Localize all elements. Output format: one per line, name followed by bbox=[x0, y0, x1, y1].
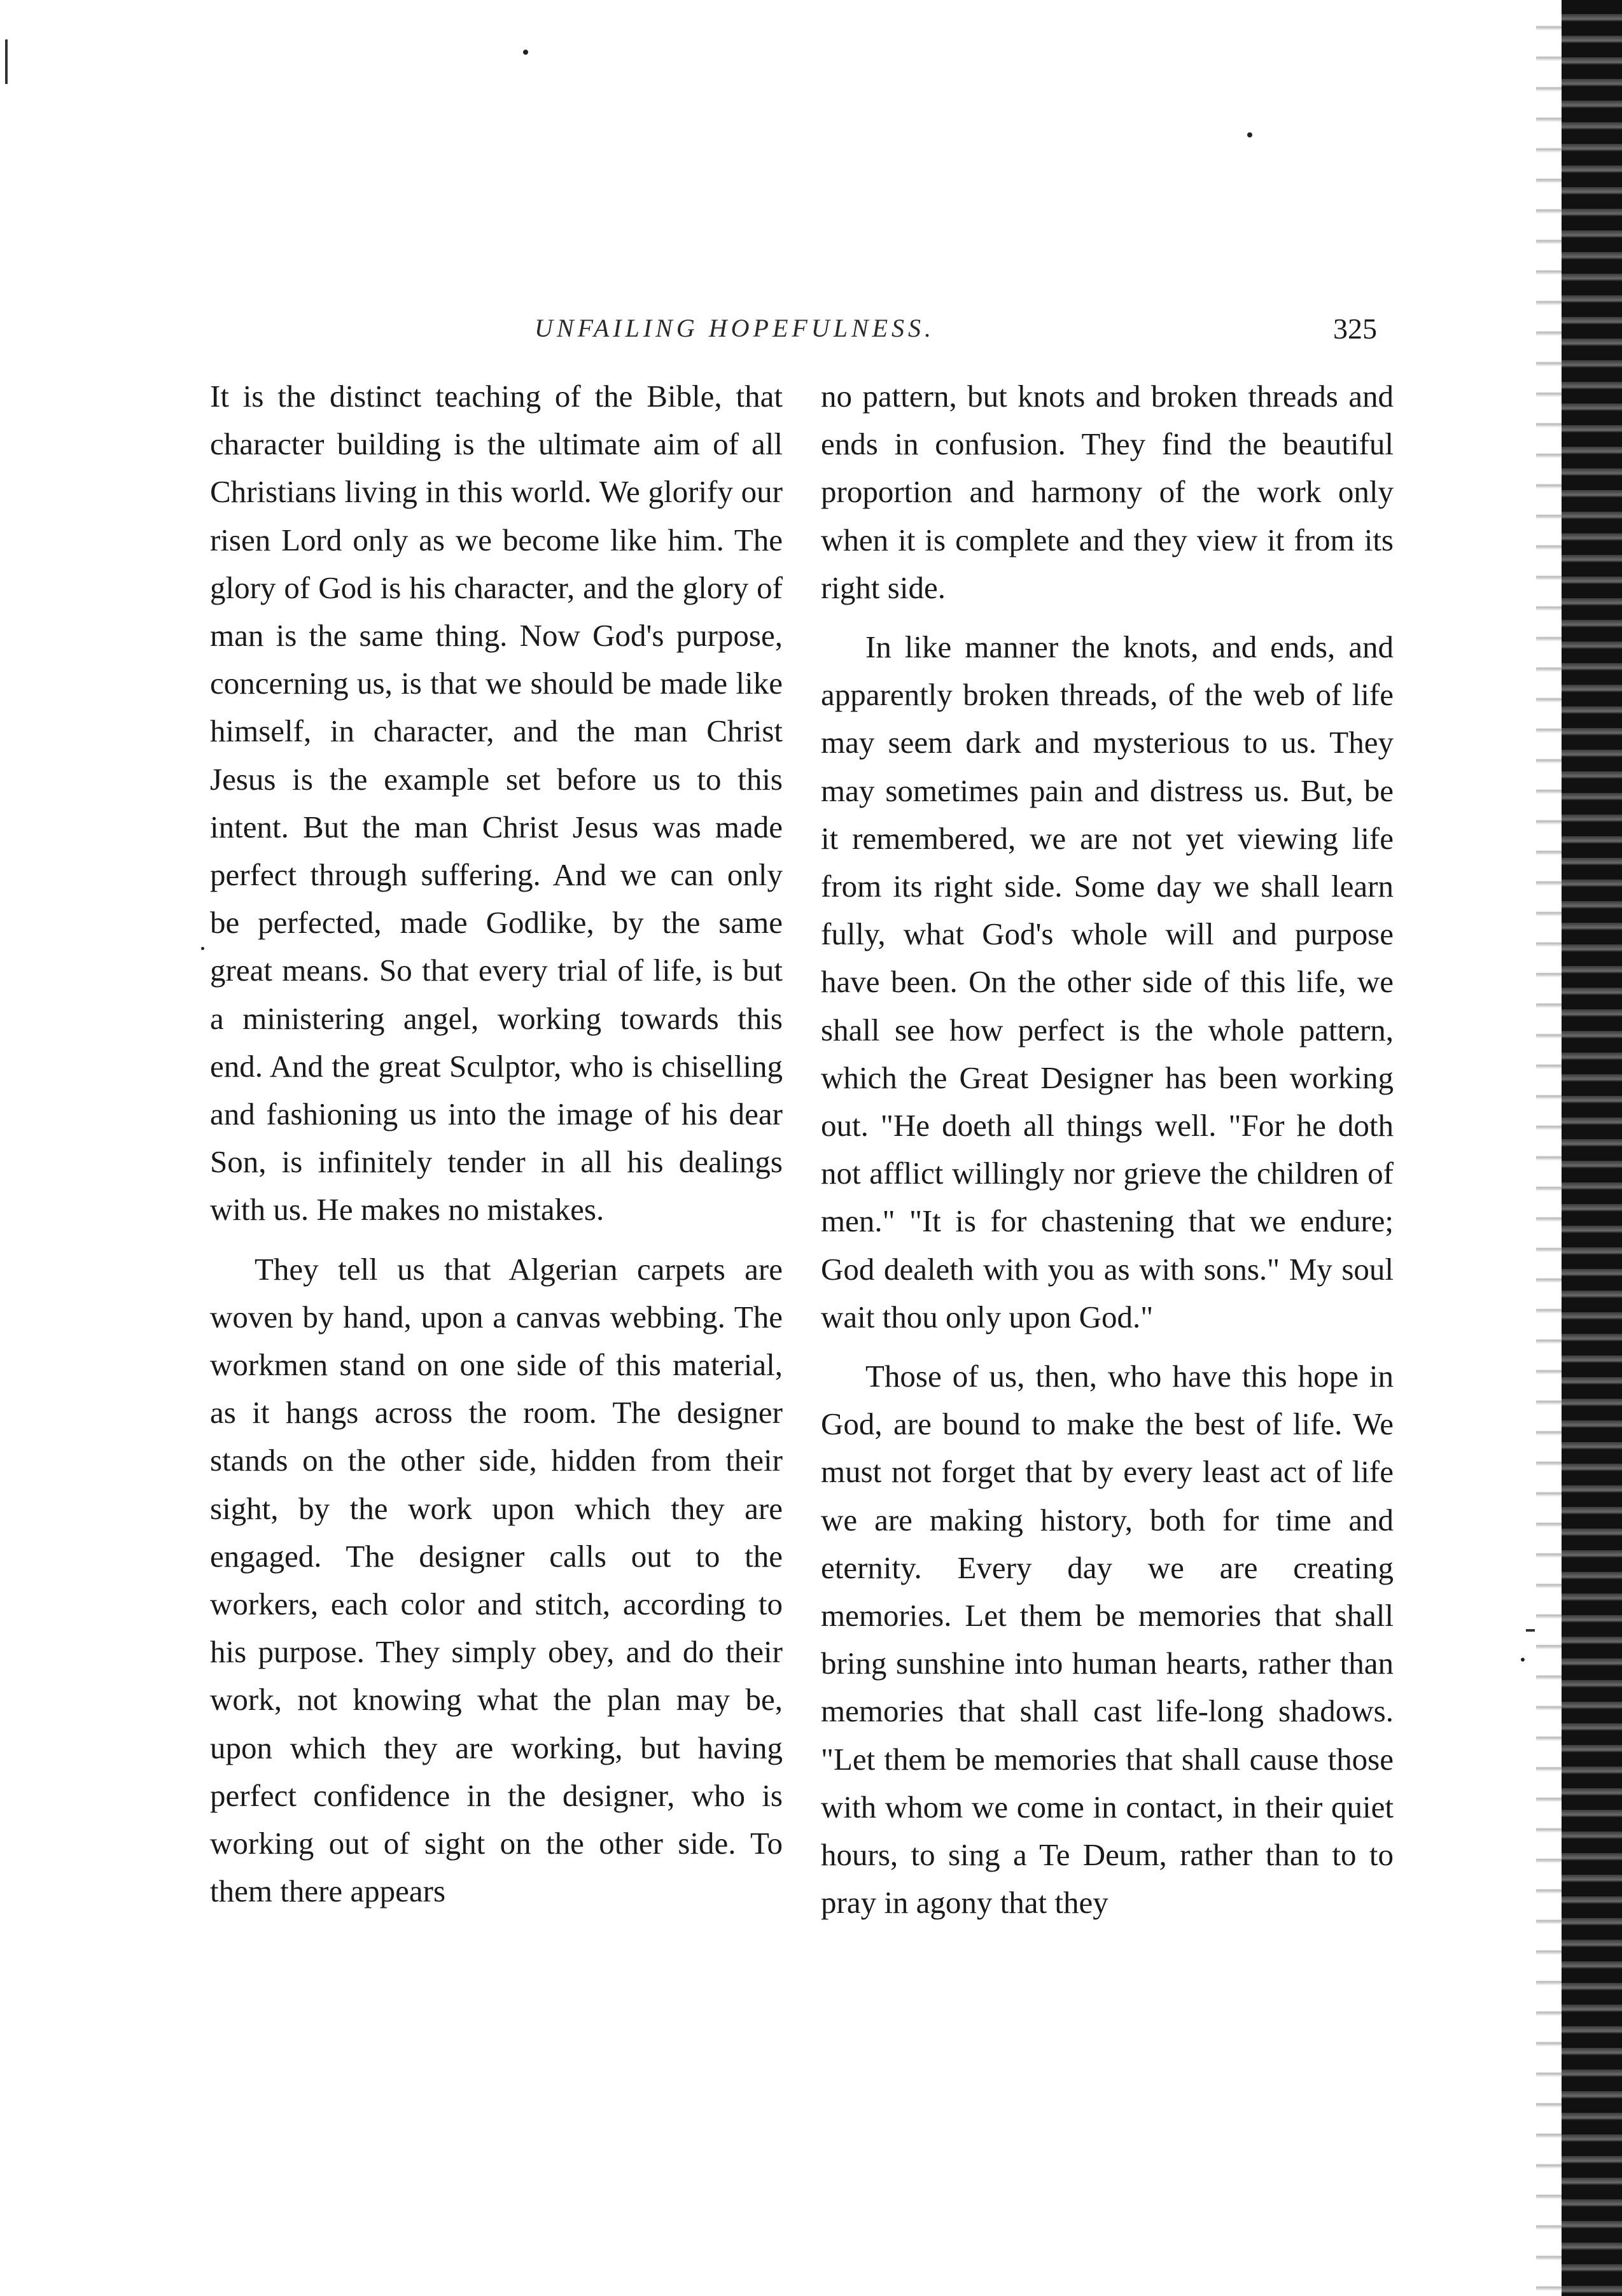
page-number: 325 bbox=[1333, 312, 1377, 345]
paragraph: Those of us, then, who have this hope in God, are bound to make the best of life. We must not forget that by every least act of life we are making history, both for time and eternity. Every day we are creating memories. Let them be memories that shall bring sunshine into human hearts, rather than memories that shall cast life-long shadows. "Let them be memories that shall cause those with whom we come in contact, in their quiet hours, to sing a Te Deum, rather than to to pray in agony that they bbox=[821, 1359, 1394, 1921]
paragraph: They tell us that Algerian carpets are woven by hand, upon a canvas webbing. The workmen stand on one side of this material, as it hangs across the room. The designer stands on the other side, hidden from their sight, by the work upon which they are engaged. The designer calls out to the workers, each color and stitch, according to his purpose. They simply obey, and do their work, not knowing what the plan may be, upon which they are working, but having perfect confidence in the designer, who is working out of sight on the other side. To them there appears bbox=[210, 1251, 783, 1909]
paragraph: It is the distinct teaching of the Bible, that character building is the ultimate aim of all Christians living in this world. We glorify our risen Lord only as we become like him. The glory of God is his character, and the glory of man is the same thing. Now God's purpose, concerning us, is that we should be made like himself, in character, and the man Christ Jesus is the example set before us to this intent. But the man Christ Jesus was made perfect through suffering. And we can only be perfected, made Godlike, by the same great means. So that every trial of life, is but a ministering angel, working towards this end. And the great Sculptor, who is chiselling and fashioning us into the image of his dear Son, is infinitely tender in all his dealings with us. He makes no mistakes. bbox=[210, 379, 783, 1228]
paragraph: In like manner the knots, and ends, and apparently broken threads, of the web of life may seem dark and mysterious to us. They may sometimes pain and distress us. But, be it remembered, we are not yet viewing life from its right side. Some day we shall learn fully, what God's whole will and purpose have been. On the other side of this life, we shall see how perfect is the whole pattern, which the Great Designer has been working out. "He doeth all things well. "For he doth not afflict willingly nor grieve the children of men." "It is for chastening that we endure; God dealeth with you as with sons." My soul wait thou only upon God." bbox=[821, 629, 1394, 1334]
scan-speck bbox=[523, 50, 528, 55]
scan-mark bbox=[5, 39, 8, 84]
left-column bbox=[210, 372, 783, 1927]
scan-mark bbox=[1526, 1629, 1535, 1632]
scan-speck bbox=[1521, 1658, 1525, 1662]
paragraph: no pattern, but knots and broken threads and ends in confusion. They find the beautiful proportion and harmony of the work only when it is complete and they view it from its right side. bbox=[821, 379, 1394, 605]
right-column bbox=[821, 372, 1394, 1938]
scan-speck bbox=[201, 947, 204, 950]
binding-edge bbox=[1562, 0, 1622, 2296]
scan-speck bbox=[1247, 132, 1252, 137]
running-head: UNFAILING HOPEFULNESS. bbox=[535, 314, 935, 342]
binding-shadow bbox=[1536, 0, 1562, 2296]
